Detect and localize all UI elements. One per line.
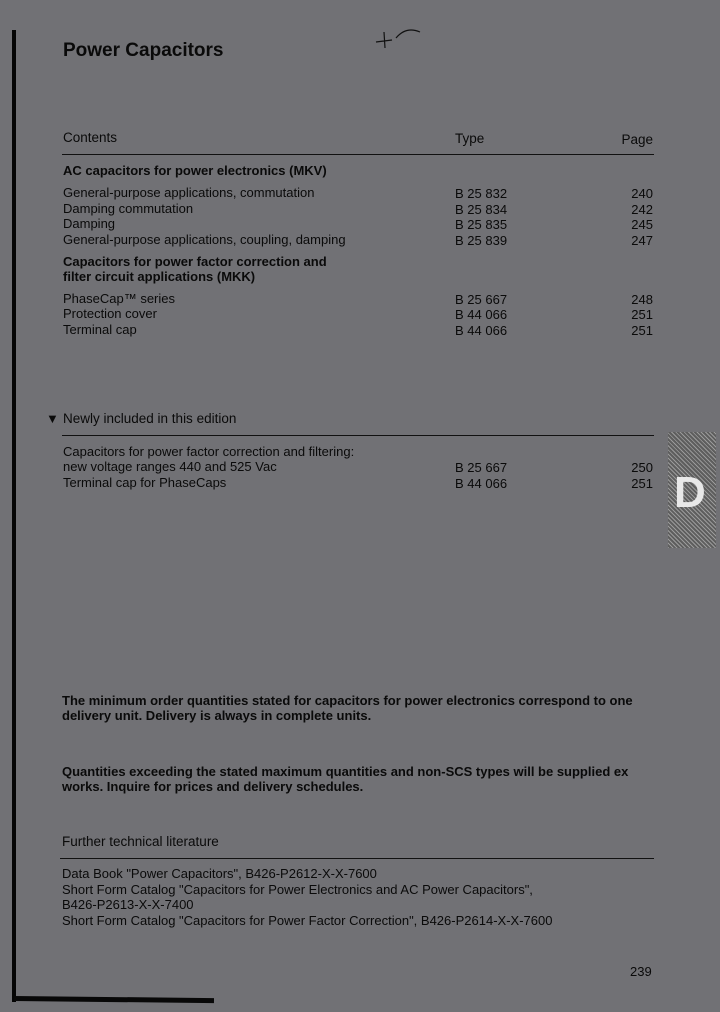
new-row-page: 251 [631,476,653,491]
mkv-row-desc: Damping [63,216,116,231]
mkk-row-page: 251 [631,307,653,322]
mkk-row-type: B 44 066 [455,307,508,322]
mkv-row-desc: General-purpose applications, commutation [63,185,315,200]
mkk-row-type: B 25 667 [455,292,508,307]
section-mkk-title-line2: filter circuit applications (MKK) [63,269,256,284]
mkv-row-type: B 25 839 [455,233,508,248]
mkv-row-page: 242 [631,202,653,217]
new-row-type: B 25 667 [455,460,508,475]
new-edition-rule [62,435,654,436]
mkk-row-desc: PhaseCap™ series [63,291,175,306]
literature-item: Data Book "Power Capacitors", B426-P2612-X-X-7600 [62,866,377,881]
type-header: Type [455,131,485,146]
mkv-row-type: B 25 835 [455,217,508,232]
scan-edge-left [12,30,16,1002]
section-tab-letter: D [674,468,706,517]
mkv-row-page: 247 [631,233,653,248]
section-mkk-title: Capacitors for power factor correction and [63,254,327,269]
mkv-row-desc: General-purpose applications, coupling, damping [63,232,346,247]
handwritten-mark [370,24,430,54]
header-rule [62,154,654,155]
mkk-row-desc: Protection cover [63,306,157,321]
new-row-desc: Terminal cap for PhaseCaps [63,475,227,490]
mkk-row-page: 251 [631,323,653,338]
mkv-row-type: B 25 832 [455,186,508,201]
page-title: Power Capacitors [63,40,224,61]
mkk-row-page: 248 [631,292,653,307]
literature-item: B426-P2613-X-X-7400 [62,897,194,912]
mkv-row-page: 245 [631,217,653,232]
mkk-row-desc: Terminal cap [63,322,137,337]
literature-header: Further technical literature [62,834,219,849]
note-quantities: Quantities exceeding the stated maximum quantities and non-SCS types will be supplied ex [62,764,629,779]
mkv-row-type: B 25 834 [455,202,508,217]
new-row-desc: new voltage ranges 440 and 525 Vac [63,459,277,474]
new-row-desc: Capacitors for power factor correction and filtering: [63,444,355,459]
mkv-row-page: 240 [631,186,653,201]
mkv-row-desc: Damping commutation [63,201,194,216]
literature-item: Short Form Catalog "Capacitors for Power Factor Correction", B426-P2614-X-X-7600 [62,913,553,928]
note-min-order: The minimum order quantities stated for capacitors for power electronics correspond to one [62,693,633,708]
mkk-row-type: B 44 066 [455,323,508,338]
page-number: 239 [630,964,652,979]
triangle-down-icon: ▼ [46,411,59,426]
contents-header: Contents [63,130,118,145]
note-quantities-line2: works. Inquire for prices and delivery schedules. [62,779,364,794]
note-min-order-line2: delivery unit. Delivery is always in complete units. [62,708,372,723]
section-mkv-title: AC capacitors for power electronics (MKV) [63,163,327,178]
scan-edge-bottom [14,996,214,1003]
literature-rule [60,858,654,859]
new-edition-header: Newly included in this edition [63,411,237,426]
section-tab-d [668,432,716,548]
new-row-page: 250 [631,460,653,475]
new-row-type: B 44 066 [455,476,508,491]
literature-item: Short Form Catalog "Capacitors for Power Electronics and AC Power Capacitors", [62,882,533,897]
page-header: Page [621,132,653,147]
